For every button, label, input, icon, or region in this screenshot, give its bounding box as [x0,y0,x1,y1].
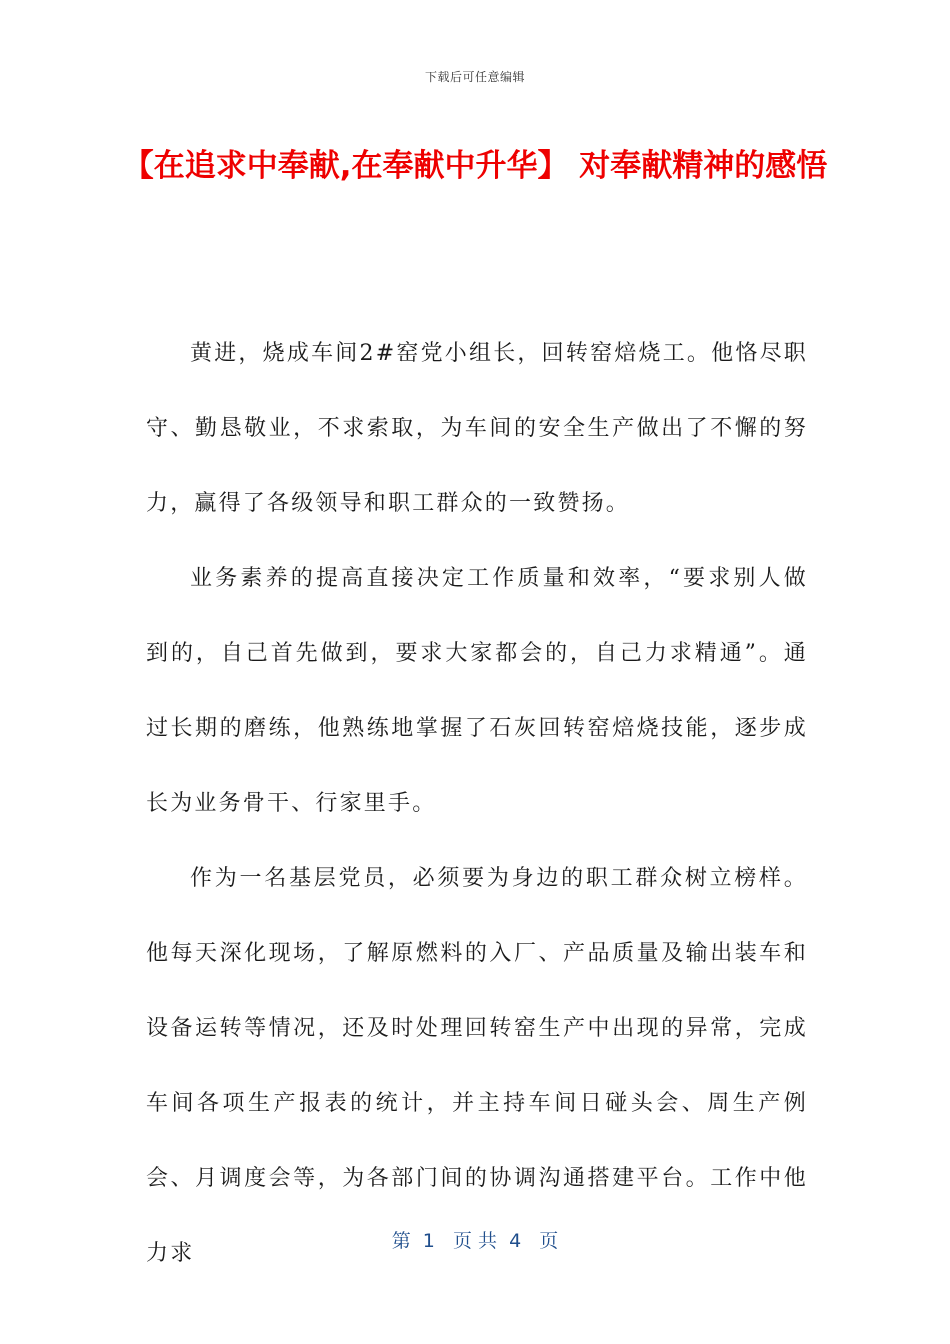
paragraph: 作为一名基层党员，必须要为身边的职工群众树立榜样。他每天深化现场，了解原燃料的入厂、产品质量及输出装车和设备运转等情况，还及时处理回转窑生产中出现的异常，完成车间各项生产报表的统计，并主持车间日碰头会、周生产例会、月调度会等，为各部门间的协调沟通搭建平台。工作中他力求 [146,866,808,1266]
document-title: 【在追求中奉献,在奉献中升华】 对奉献精神的感悟 [122,148,828,184]
paragraph: 业务素养的提高直接决定工作质量和效率，“要求别人做到的，自己首先做到，要求大家都会的，自己力求精通”。通过长期的磨练，他熟练地掌握了石灰回转窑焙烧技能，逐步成长为业务骨干、行家里手。 [146,566,808,816]
paragraph: 黄进，烧成车间2#窑党小组长，回转窑焙烧工。他恪尽职守、勤恳敬业，不求索取，为车间的安全生产做出了不懈的努力，赢得了各级领导和职工群众的一致赞扬。 [146,341,808,516]
document-body [146,316,808,1291]
header-note: 下载后可任意编辑 [424,70,525,84]
page-number-footer: 第 1 页 共 4 页 [391,1230,559,1252]
